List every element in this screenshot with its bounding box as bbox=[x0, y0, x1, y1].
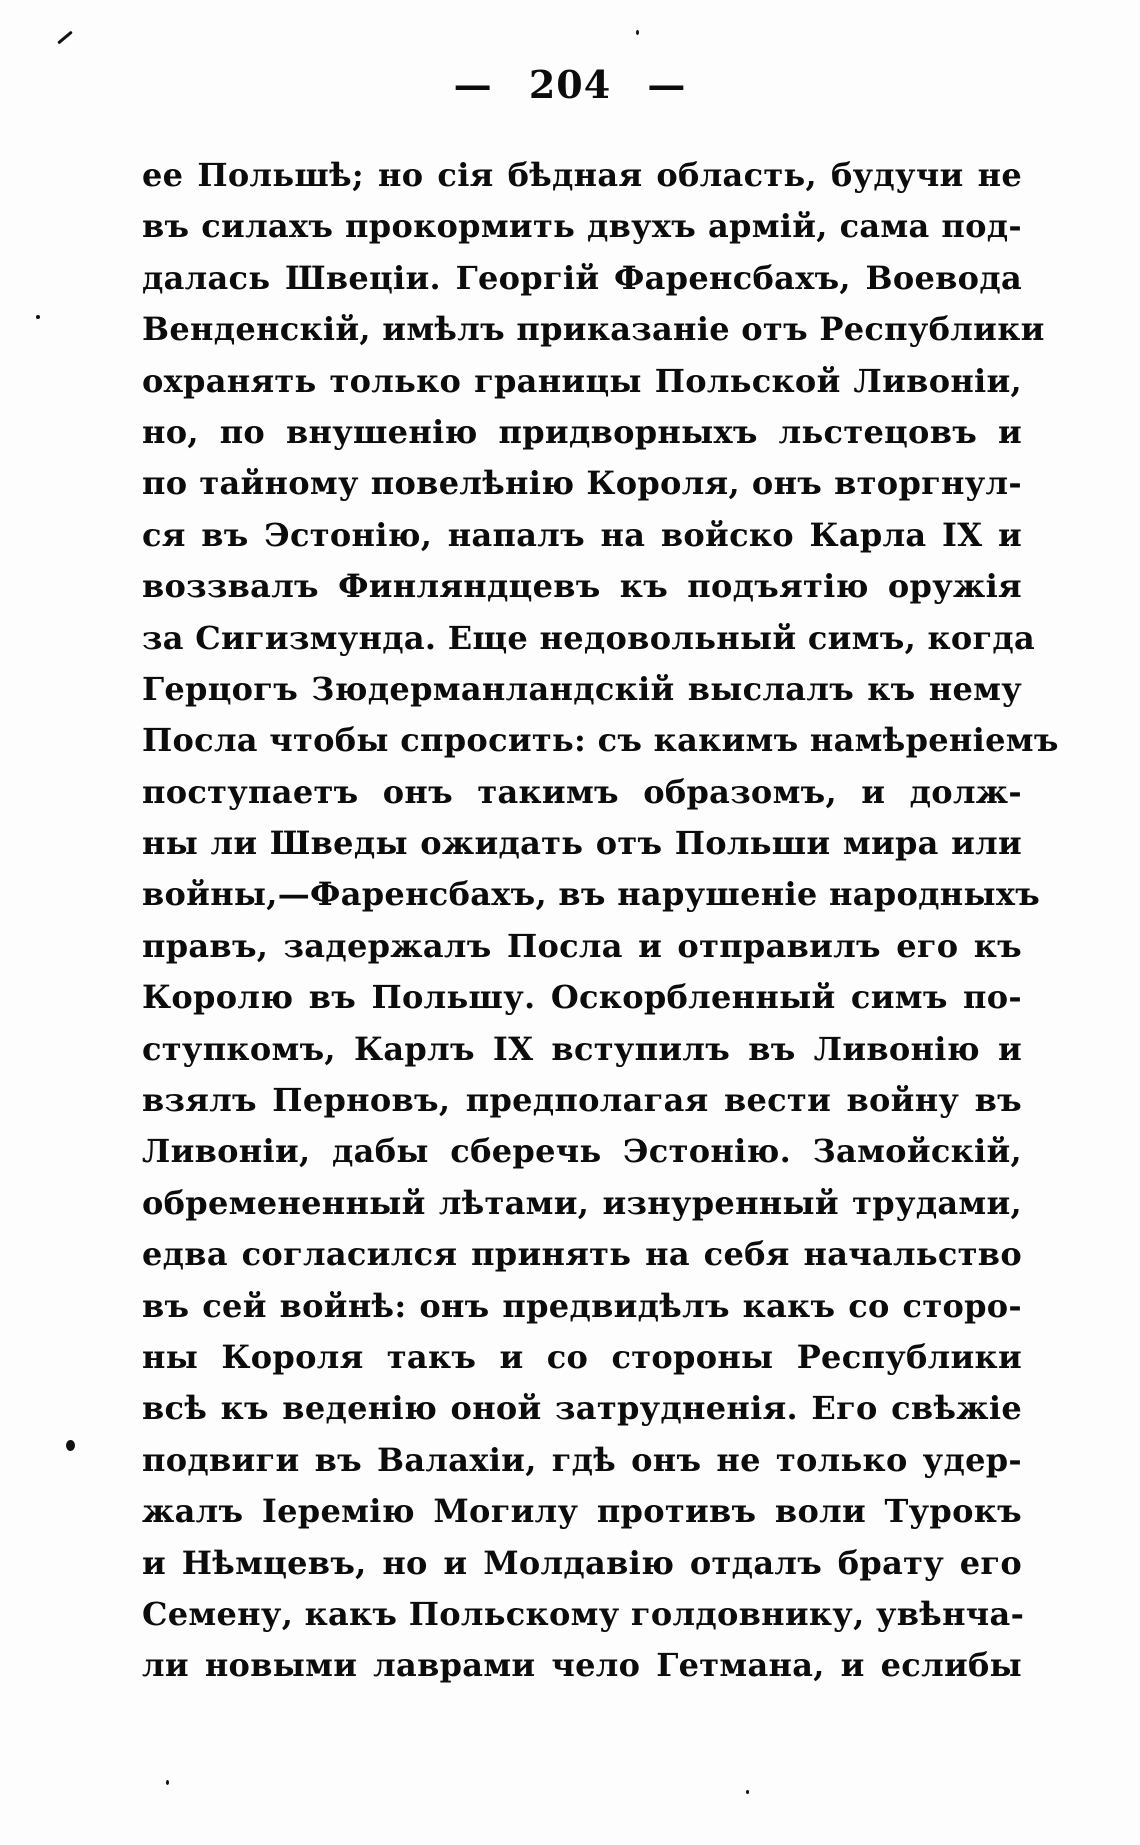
scan-mark bbox=[57, 31, 73, 45]
text-line-4: Венденскій, имѣлъ приказаніе отъ Республики bbox=[142, 310, 1045, 349]
text-line-26: подвиги въ Валахіи, гдѣ онъ не только удер- bbox=[142, 1440, 1022, 1479]
text-line-12: Посла чтобы спросить: съ какимъ намѣреніемъ bbox=[142, 721, 1059, 760]
text-line-24: ны Короля такъ и со стороны Республики bbox=[142, 1337, 1022, 1376]
page-body-text bbox=[142, 150, 1059, 1692]
header-dash-left: — bbox=[453, 62, 493, 107]
text-line-28: и Нѣмцевъ, но и Молдавію отдалъ брату его bbox=[142, 1543, 1022, 1582]
text-line-23: въ сей войнѣ: онъ предвидѣлъ какъ со сторо- bbox=[142, 1286, 1022, 1325]
text-line-7: по тайному повелѣнію Короля, онъ вторгнул- bbox=[142, 464, 1022, 503]
text-line-30: ли новыми лаврами чело Гетмана, и еслибы bbox=[142, 1646, 1022, 1685]
text-line-14: ны ли Шведы ожидать отъ Польши мира или bbox=[142, 824, 1022, 863]
page-number: 204 bbox=[528, 62, 612, 107]
text-line-9: воззвалъ Финляндцевъ къ подъятію оружія bbox=[142, 567, 1022, 606]
text-line-29: Семену, какъ Польскому голдовнику, увѣнча- bbox=[142, 1594, 1025, 1633]
text-line-16: правъ, задержалъ Посла и отправилъ его къ bbox=[142, 926, 1022, 965]
scan-dot bbox=[66, 1440, 75, 1451]
text-line-5: охранять только границы Польской Ливоніи, bbox=[142, 361, 1022, 400]
text-line-18: ступкомъ, Карлъ IX вступилъ въ Ливонію и bbox=[142, 1029, 1022, 1068]
text-line-13: поступаетъ онъ такимъ образомъ, и долж- bbox=[142, 772, 1022, 811]
text-line-3: далась Швеціи. Георгій Фаренсбахъ, Воевода bbox=[142, 258, 1022, 297]
scan-dot bbox=[636, 30, 639, 35]
text-line-19: взялъ Перновъ, предполагая вести войну въ bbox=[142, 1081, 1022, 1120]
scan-dot bbox=[36, 315, 40, 319]
text-line-27: жалъ Іеремію Могилу противъ воли Турокъ bbox=[142, 1492, 1022, 1531]
scan-dot bbox=[166, 1780, 169, 1785]
text-line-8: ся въ Эстонію, напалъ на войско Карла IX и bbox=[142, 515, 1022, 554]
text-line-21: обремененный лѣтами, изнуренный трудами, bbox=[142, 1183, 1022, 1222]
text-line-22: едва согласился принять на себя начальство bbox=[142, 1235, 1022, 1274]
header-dash-right: — bbox=[647, 62, 687, 107]
text-line-17: Королю въ Польшу. Оскорбленный симъ по- bbox=[142, 978, 1022, 1017]
scan-dot bbox=[746, 1790, 749, 1794]
text-line-20: Ливоніи, дабы сберечь Эстонію. Замойскій, bbox=[142, 1132, 1022, 1171]
page-header bbox=[0, 62, 1140, 107]
text-line-15: войны,—Фаренсбахъ, въ нарушеніе народныхъ bbox=[142, 875, 1041, 914]
text-line-6: но, по внушенію придворныхъ льстецовъ и bbox=[142, 412, 1022, 451]
text-line-1: ее Польшѣ; но сія бѣдная область, будучи не bbox=[142, 156, 1022, 194]
text-line-2: въ силахъ прокормить двухъ армій, сама под- bbox=[142, 207, 1022, 246]
text-line-10: за Сигизмунда. Еще недовольный симъ, когда bbox=[142, 618, 1036, 657]
text-line-11: Герцогъ Зюдерманландскій выслалъ къ нему bbox=[142, 669, 1022, 708]
text-line-25: всѣ къ веденію оной затрудненія. Его свѣжіе bbox=[142, 1389, 1022, 1428]
